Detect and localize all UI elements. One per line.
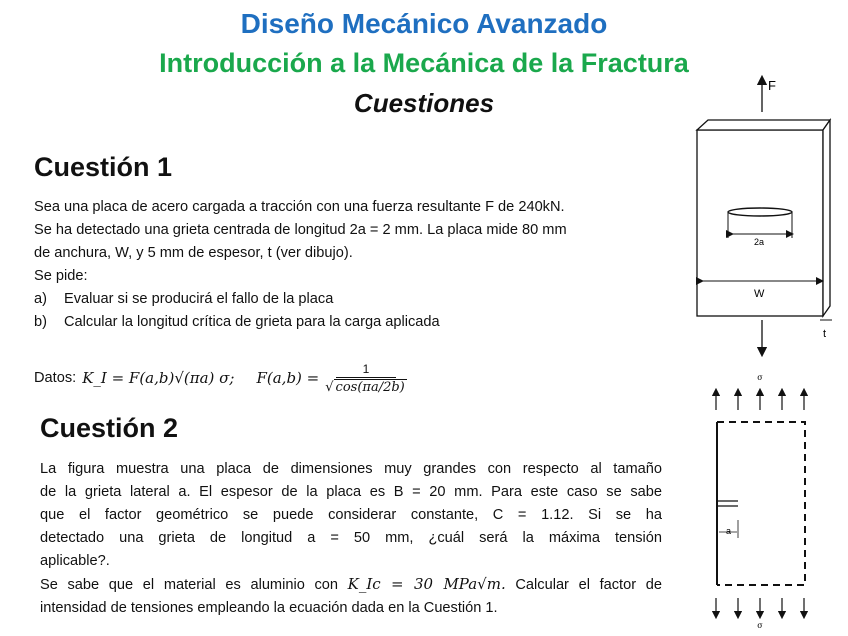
q2-line6-pre: Se sabe que el material es aluminio con bbox=[40, 577, 338, 593]
q1-line: Sea una placa de acero cargada a tracción con una fuerza resultante F de 240kN. bbox=[34, 199, 565, 215]
q2-line: aplicable?. bbox=[40, 553, 110, 569]
question-1-heading: Cuestión 1 bbox=[34, 152, 173, 182]
kic-formula: K_Ic = 30 MPa√m. bbox=[347, 575, 506, 593]
q1-line: Se pide: bbox=[34, 268, 88, 284]
figure-1-plate-diagram bbox=[690, 70, 840, 370]
crack-label: 2a bbox=[754, 237, 765, 247]
item-label: a) bbox=[34, 291, 47, 307]
question-1-text bbox=[34, 196, 674, 334]
f-formula-lhs: F(a,b) = bbox=[256, 369, 320, 387]
course-title: Diseño Mecánico Avanzado bbox=[240, 8, 608, 39]
q1-line: de anchura, W, y 5 mm de espesor, t (ver dibujo). bbox=[34, 245, 353, 261]
f-formula-fraction: $\frac{1}{√ \cos(\pi a/2b)}$ bbox=[325, 361, 405, 395]
topic-title: Introducción a la Mecánica de la Fractura bbox=[159, 48, 689, 78]
bottom-stress-arrows bbox=[716, 598, 804, 615]
q2-line6-post: Calcular el factor de bbox=[515, 577, 662, 593]
datos-label: Datos: bbox=[34, 370, 77, 386]
section-title: Cuestiones bbox=[353, 88, 495, 118]
q2-line: detectado una grieta de longitud a = 50 mm, ¿cuál será la máxima tensión bbox=[40, 530, 662, 546]
question-2-text bbox=[40, 458, 662, 620]
plate-side-face bbox=[823, 120, 830, 316]
question-2-heading: Cuestión 2 bbox=[40, 413, 179, 443]
q2-line: que el factor geométrico se puede considerar constante, C = 1.12. Si se ha bbox=[40, 507, 662, 523]
fraction-denominator: cos(πa/2b) bbox=[335, 379, 405, 395]
fraction-numerator: 1 bbox=[336, 362, 396, 378]
q2-line: de la grieta lateral a. El espesor de la placa es B = 20 mm. Para este caso se sabe bbox=[40, 484, 662, 500]
plate-top-face bbox=[697, 120, 830, 130]
q1-item-a bbox=[34, 288, 674, 311]
q1-line: Se ha detectado una grieta centrada de longitud 2a = 2 mm. La placa mide 80 mm bbox=[34, 222, 567, 238]
q2-line: intensidad de tensiones empleando la ecuación dada en la Cuestión 1. bbox=[40, 600, 498, 616]
bottom-sigma-label: σ bbox=[757, 621, 763, 630]
top-sigma-label: σ bbox=[757, 373, 763, 382]
top-stress-arrows bbox=[716, 392, 804, 410]
k-formula: K_I = F(a,b)√(πa) σ; bbox=[82, 369, 235, 387]
item-text: Evaluar si se producirá el fallo de la placa bbox=[64, 291, 334, 307]
q2-line: La figura muestra una placa de dimensiones muy grandes con respecto al tamaño bbox=[40, 461, 662, 477]
item-label: b) bbox=[34, 314, 47, 330]
plate-dashed-boundary bbox=[717, 422, 805, 585]
thickness-label: t bbox=[823, 328, 827, 340]
q2-line-formula bbox=[40, 573, 662, 597]
q1-item-b bbox=[34, 311, 674, 334]
item-text: Calcular la longitud crítica de grieta para la carga aplicada bbox=[64, 314, 440, 330]
force-label: F bbox=[768, 78, 776, 93]
figure-2-edge-crack-diagram bbox=[700, 370, 820, 630]
edge-crack-label: a bbox=[726, 526, 732, 536]
width-label: W bbox=[754, 288, 765, 300]
datos-formula bbox=[34, 348, 434, 408]
